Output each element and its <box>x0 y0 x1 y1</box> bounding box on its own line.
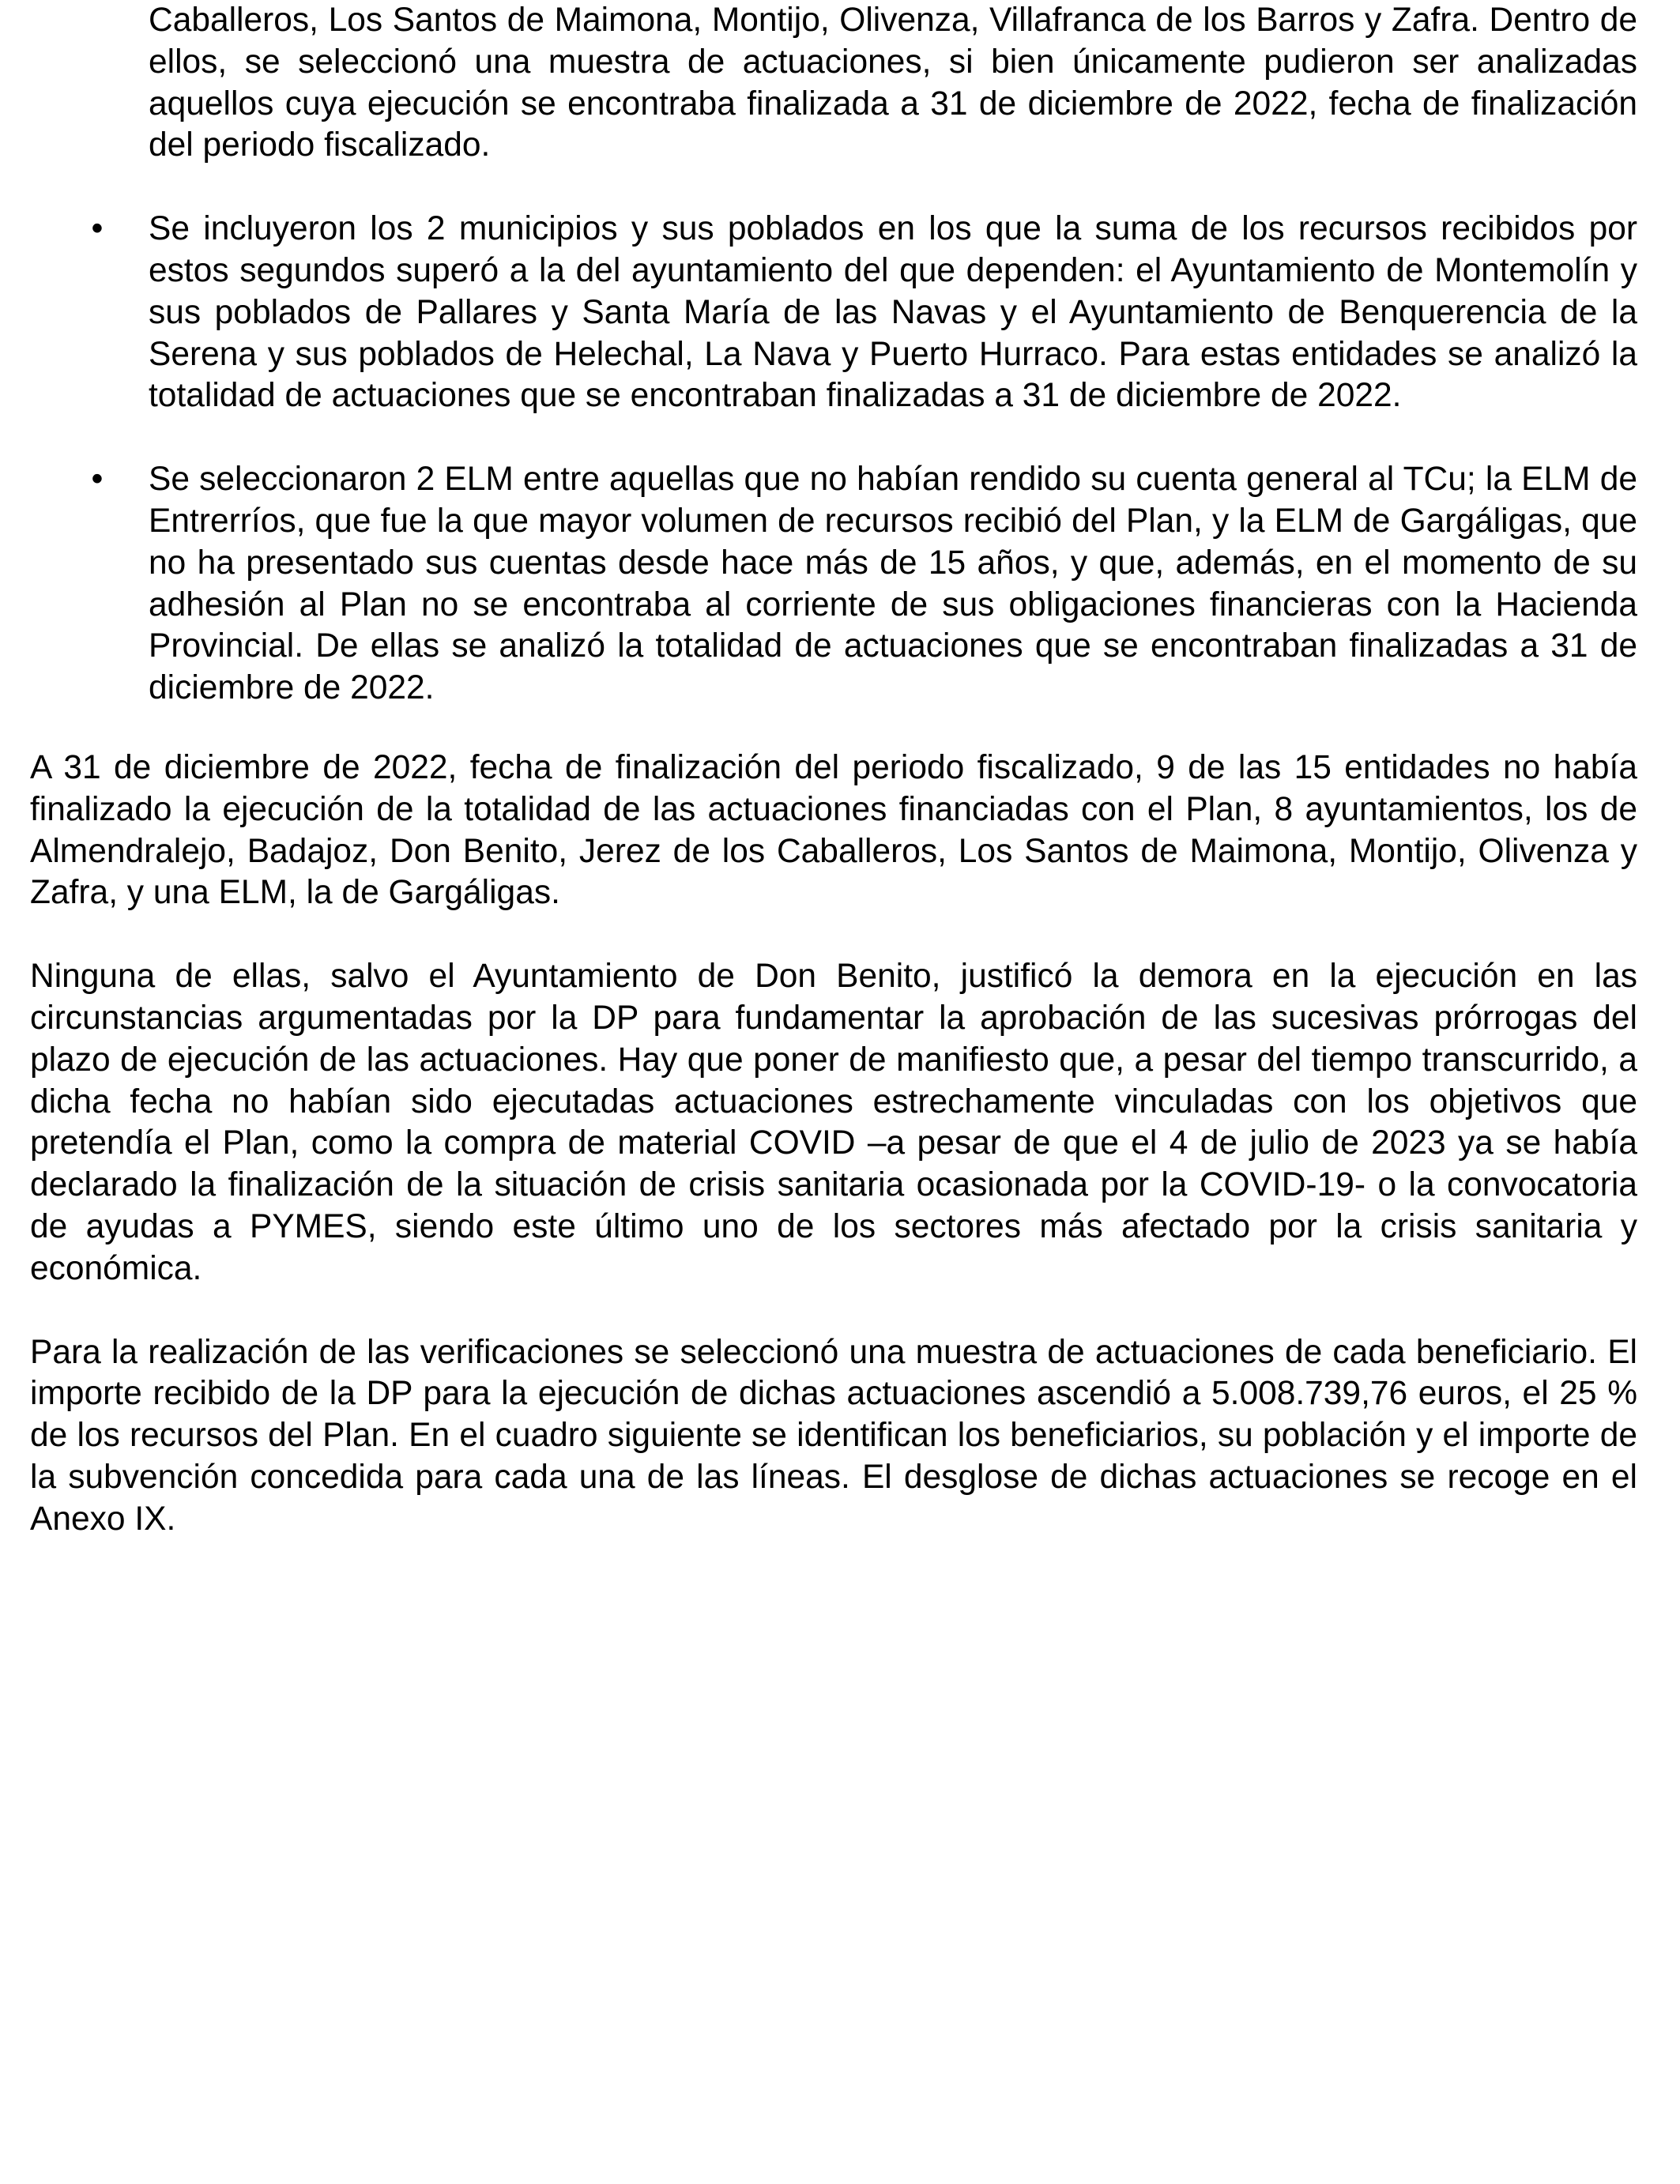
bullet-icon: • <box>91 461 104 499</box>
bullet-icon: • <box>91 210 104 248</box>
bullet-item-municipios <box>91 209 1637 417</box>
paragraph-ejecucion-pendiente: A 31 de diciembre de 2022, fecha de finalización del periodo fiscalizado, 9 de las 15 entidades no había finalizado la ejecución de la totalidad de las actuaciones financiadas con el Plan, 8 ayuntamientos, los de Almendralejo, Badajoz, Don Benito, Jerez de los Caballeros, Los Santos de Maimona, Montijo, Olivenza y Zafra, y una ELM, la de Gargáligas. <box>30 748 1637 912</box>
bullet-continuation-text: Caballeros, Los Santos de Maimona, Montijo, Olivenza, Villafranca de los Barros y Zafra. Dentro de ellos, se seleccionó una muestra de actuaciones, si bien únicamente pudieron ser analizadas aquellos cuya ejecución se encontraba finalizada a 31 de diciembre de 2022, fecha de finalización del periodo fiscalizado. <box>149 2 1637 164</box>
bullet-text: Se incluyeron los 2 municipios y sus poblados en los que la suma de los recursos recibidos por estos segundos superó a la del ayuntamiento del que dependen: el Ayuntamiento de Montemolín y sus poblados de Pallares y Santa María de las Navas y el Ayuntamiento de Benquerencia de la Serena y sus poblados de Helechal, La Nava y Puerto Hurraco. Para estas entidades se analizó la totalidad de actuaciones que se encontraban finalizadas a 31 de diciembre de 2022. <box>149 210 1637 415</box>
bullet-item-elm <box>91 459 1637 710</box>
bullet-text: Se seleccionaron 2 ELM entre aquellas que no habían rendido su cuenta general al TCu; la ELM de Entrerríos, que fue la que mayor volumen de recursos recibió del Plan, y la ELM de Gargáligas, que no ha presentado sus cuentas desde hace más de 15 años, y que, además, en el momento de su adhesión al Plan no se encontraba al corriente de sus obligaciones financieras con la Hacienda Provincial. De ellas se analizó la totalidad de actuaciones que se encontraban finalizadas a 31 de diciembre de 2022. <box>149 461 1637 707</box>
paragraph-justificacion-demora: Ninguna de ellas, salvo el Ayuntamiento de Don Benito, justificó la demora en la ejecución en las circunstancias argumentadas por la DP para fundamentar la aprobación de las sucesivas prórrogas del plazo de ejecución de las actuaciones. Hay que poner de manifiesto que, a pesar del tiempo transcurrido, a dicha fecha no habían sido ejecutadas actuaciones estrechamente vinculadas con los objetivos que pretendía el Plan, como la compra de material COVID –a pesar de que el 4 de julio de 2023 ya se había declarado la finalización de la situación de crisis sanitaria ocasionada por la COVID-19- o la convocatoria de ayudas a PYMES, siendo este último uno de los sectores más afectado por la crisis sanitaria y económica. <box>30 958 1637 1287</box>
paragraph-muestra-verificaciones: Para la realización de las verificaciones se seleccionó una muestra de actuaciones de cada beneficiario. El importe recibido de la DP para la ejecución de dichas actuaciones ascendió a 5.008.739,76 euros, el 25 % de los recursos del Plan. En el cuadro siguiente se identifican los beneficiarios, su población y el importe de la subvención concedida para cada una de las líneas. El desglose de dichas actuaciones se recoge en el Anexo IX. <box>30 1333 1637 1538</box>
document-body <box>30 0 1637 1541</box>
